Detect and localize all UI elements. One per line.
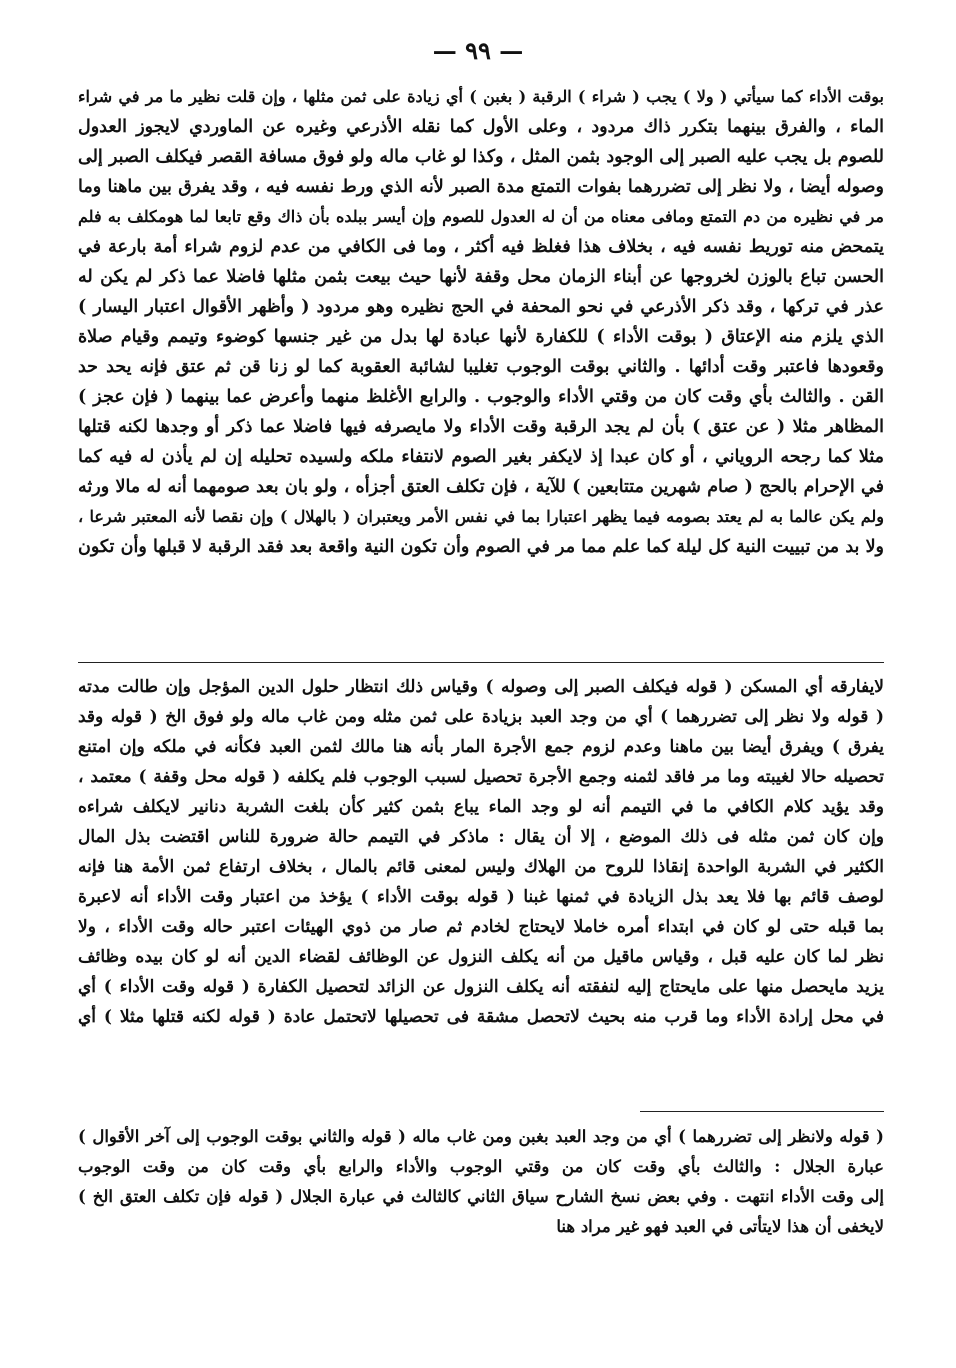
gloss-line: تحصيله حالا لغيبته وما مر فاقد لثمنه وجمع الأجرة تحصيل لسبب الوجوب فلم يكلفه ( قوله محل وقفة ) معتمد ، — [78, 767, 884, 787]
gloss-text — [78, 672, 884, 1032]
gloss-line: وإن كان ثمن مثله فى ذلك الموضع ، إلا أن يقال : ماذكر في التيمم حالة ضرورة للناس اقتضت بذل المال — [78, 827, 884, 847]
main-line: الحسن تباع بالوزن لخروجها عن أبناء الزمان محل وقفة لأنها حيث بيعت بثمن مثلها فاضلا عما ذكر لم يكن له — [78, 267, 884, 287]
footnote-line: إلى وقت الأداء انتهت . وفي بعض نسخ الشارح سياق الثاني كالثالث في عبارة الجلال ( قوله فإن تكلف العتق الخ ) — [78, 1187, 884, 1206]
gloss-line: بما قبله حتى لو كان في ابتداء أمره خاملا لايحتاج لخادم ثم صار من ذوي الهيئات اعتبر حاله وقت الأداء ، ولا — [78, 917, 884, 937]
main-line: ولم يكن عالما به لم يعتد بصومه فيما يظهر اعتبارا بما في نفس الأمر ويعتبران ( بالهلال ) وإن نقصا لأنه المعتبر شرعا ، — [78, 507, 884, 526]
main-line: مثلا كما رجحه الروياني ، أو كان عبدا إذ لايكفر بغير الصوم لانتفاء ملكه ولسيده تحليله إن لم يأذن له فيه كما — [78, 447, 884, 467]
gloss-line: لوصف قائم بها فلا يعد بذل الزيادة في ثمنها غبنا ( قوله بوقت الأداء ) يؤخذ من اعتبار وقت الأداء أنه لاعبرة — [78, 887, 884, 907]
main-line: الماء ، والفرق بينهما بتكرر ذاك مردود ، وعلى الأول كما نقله الأذرعي وغيره عن الماوردي لايجوز العدول — [78, 117, 884, 137]
gloss-line: يفرق ) ويفرق أيضا بين ماهنا وعدم لزوم جمع الأجرة المار بأنه هنا مالك لثمن العبد فكأنه في ملكه وإن امتنع — [78, 737, 884, 757]
gloss-line: وقد يؤيد كلام الكافي ما في التيمم أنه لو وجد الماء يباع بثمن كثير كأن بلغت الشربة دنانير لايكلف شراءه — [78, 797, 884, 817]
main-line: وصوله أيضا ، ولا نظر إلى تضررهما بفوات التمتع مدة الصبر لأنه الذي ورط نفسه فيه ، وقد يفرق بين ماهنا وما — [78, 177, 884, 197]
footnote-line: ( قوله ولانظر إلى تضررهما ) أي من وجد العبد بغبن ومن غاب ماله ( قوله والثاني بوقت الوجوب إلى آخر الأقوال ) — [78, 1127, 884, 1146]
main-line: الذي يلزم منه الإعتاق ( بوقت الأداء ) للكفارة لأنها عبادة لها بدل من غير جنسها كوضوء وتيمم وقيام صلاة — [78, 327, 884, 347]
gloss-divider — [78, 662, 884, 663]
footnote-text — [78, 1122, 884, 1242]
gloss-line: في محل إرادة الأداء وما قرب منه بحيث لاتحصل مشقة فى تحصيلها لاتحتمل عادة ( قوله لكنه قتلها مثلا ) أي — [78, 1007, 884, 1027]
main-line: عذر في تركها ، وقد ذكر الأذرعي في نحو المحفة في الحج نظيره وهو مردود ( وأظهر الأقوال اعتبار اليسار ) — [78, 297, 884, 317]
main-line: المظاهر مثلا ( عن عتق ) بأن لم يجد الرقبة وقت الأداء ولا مايصرفه فيها فاضلا عما ذكر أو وجدها لكنه قتلها — [78, 417, 884, 437]
main-text — [78, 82, 884, 562]
main-line: مر في نظيره من دم التمتع ومافى معناه من أن له العدول للصوم وإن أيسر ببلده بأن ذاك وقع تابعا لما هومكلف به فلم — [78, 207, 884, 226]
page-number: — ٩٩ — — [432, 36, 524, 65]
footnote-line: لايخفى أن هذا لايتأتى في العبد فهو غير مراد هنا — [556, 1217, 884, 1236]
main-line: بوقت الأداء كما سيأتي ( ولا ) يجب ( شراء ) الرقبة ( بغبن ) أي زيادة على ثمن مثلها ، وإن قلت نظير ما مر في شراء — [78, 87, 884, 106]
gloss-line: يزيد مايحصل منها على مايحتاج إليه لنفقته أنه يكلف النزول عن الزائد لتحصيل الكفارة ( قوله وقت الأداء ) أي — [78, 977, 884, 997]
main-line: وقعودها فاعتبر وقت أدائها . والثاني بوقت الوجوب تغليبا لشائبة العقوبة كما لو زنا قن ثم عتق فإنه يحد حد — [78, 357, 884, 377]
main-line: ولا بد من تبييت النية كل ليلة كما علم مما مر في الصوم وأن تكون النية واقعة بعد فقد الرقبة لا قبلها وأن تكون — [78, 537, 884, 557]
main-line: للصوم بل يجب عليه الصبر إلى الوجود بثمن المثل ، وكذا لو غاب ماله ولو فوق مسافة القصر فيكلف الصبر إلى — [78, 147, 884, 167]
gloss-line: نظر لما كان عليه قبل ، وقياس ماقيل من أنه يكلف النزول عن الوظائف لقضاء الدين أنه لو كان بيده وظائف — [78, 947, 884, 967]
footnote-line: عبارة الجلال : والثالث بأي وقت كان من وقتي الوجوب والأداء والرابع بأي وقت كان من وقت الوجوب — [78, 1157, 884, 1176]
main-line: القن . والثالث بأي وقت كان من وقتي الأداء والوجوب . والرابع الأغلظ منهما وأعرض عما بينهما ( فإن عجز ) — [78, 387, 884, 407]
gloss-line: لايفارقه أي المسكن ( قوله فيكلف الصبر إلى وصوله ) وقياس ذلك انتظار حلول الدين المؤجل وإن طالت مدته — [78, 677, 884, 697]
gloss-line: ( قوله ولا نظر إلى تضررهما ) أي من وجد العبد بزيادة على ثمن مثله ومن غاب ماله ولو فوق الخ ( قوله وقد — [78, 707, 884, 727]
gloss-line: الكثير في الشربة الواحدة إنقاذا للروح من الهلاك وليس لمعنى قائم بالمال ، بخلاف ارتفاع ثمن الأمة هنا فإنه — [78, 857, 884, 877]
footnote-divider — [640, 1111, 884, 1112]
main-line: يتمحض منه توريط نفسه فيه ، بخلاف هذا فغلظ فيه أكثر ، وما فى الكافي من عدم لزوم شراء أمة بارعة في — [78, 237, 884, 257]
main-line: في الإحرام بالحج ( صام شهرين متتابعين ) للآية ، فإن تكلف العتق أجزأه ، ولو بان بعد صومهما أنه له مالا ورثه — [78, 477, 884, 497]
